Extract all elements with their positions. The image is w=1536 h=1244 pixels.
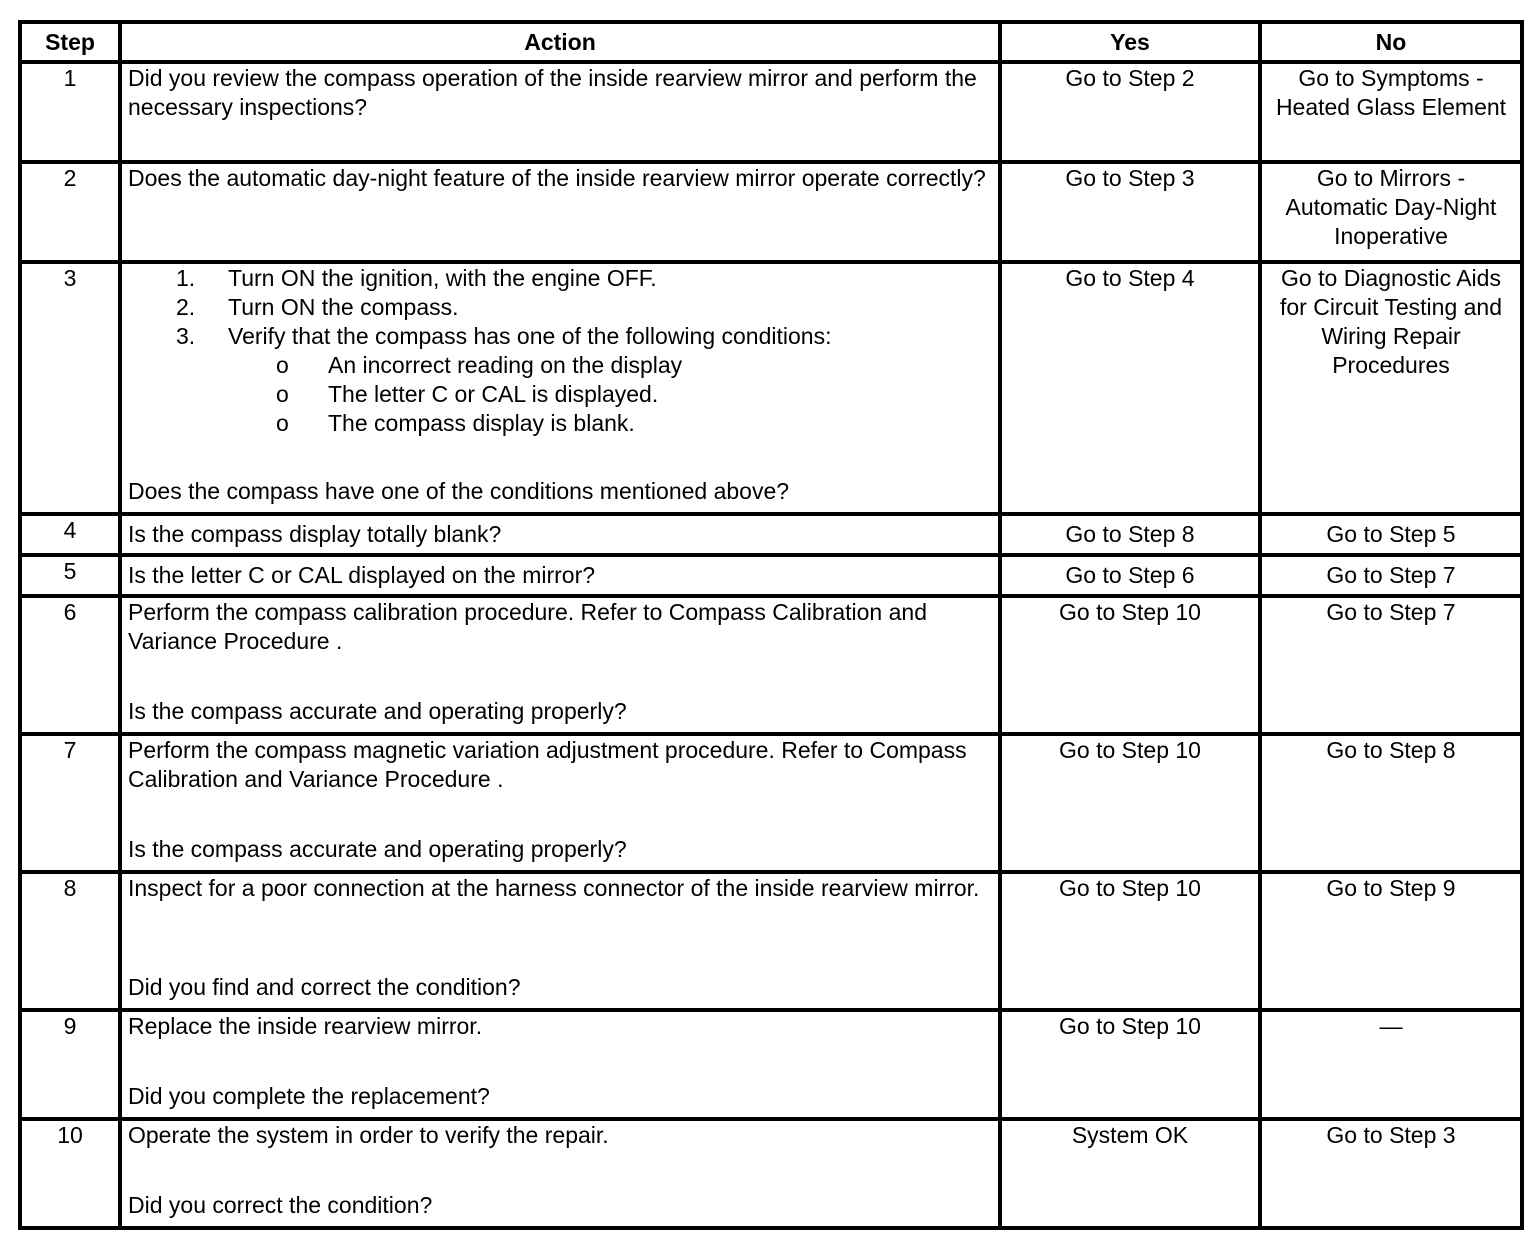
action-text: Is the letter C or CAL displayed on the mirror?: [128, 562, 596, 588]
yes-cell: Go to Step 4: [1000, 262, 1260, 514]
table-row: [20, 872, 1522, 1010]
action-text: Did you review the compass operation of the inside rearview mirror and perform the necessary inspections?: [128, 65, 977, 120]
yes-cell: Go to Step 8: [1000, 514, 1260, 555]
table-row: [20, 555, 1522, 596]
action-question: Is the compass accurate and operating properly?: [128, 836, 627, 862]
no-cell: Go to Mirrors - Automatic Day-Night Inoperative: [1260, 162, 1522, 262]
list-item: 1. Turn ON the ignition, with the engine OFF.: [176, 265, 657, 291]
action-cell: [120, 1010, 1000, 1119]
action-cell: [120, 162, 1000, 262]
table-row: [20, 162, 1522, 262]
action-text: Perform the compass calibration procedure. Refer to Compass Calibration and Variance Procedure .: [128, 599, 927, 654]
table-row: [20, 62, 1522, 162]
no-cell: Go to Step 7: [1260, 596, 1522, 734]
no-cell: Go to Symptoms - Heated Glass Element: [1260, 62, 1522, 162]
yes-cell: Go to Step 3: [1000, 162, 1260, 262]
header-yes: Yes: [1000, 22, 1260, 62]
table-row: [20, 1119, 1522, 1228]
action-question: Is the compass accurate and operating properly?: [128, 698, 627, 724]
no-cell: Go to Step 5: [1260, 514, 1522, 555]
no-cell: Go to Step 7: [1260, 555, 1522, 596]
diagnostic-table: [18, 20, 1524, 1230]
action-text: Does the automatic day-night feature of the inside rearview mirror operate correctly?: [128, 165, 986, 191]
action-text: Replace the inside rearview mirror.: [128, 1013, 483, 1039]
action-text: Operate the system in order to verify the repair.: [128, 1122, 609, 1148]
no-cell: Go to Step 8: [1260, 734, 1522, 872]
action-cell: [120, 1119, 1000, 1228]
list-item: 3. Verify that the compass has one of the following conditions:: [176, 323, 832, 349]
action-cell: [120, 62, 1000, 162]
no-cell: Go to Diagnostic Aids for Circuit Testing and Wiring Repair Procedures: [1260, 262, 1522, 514]
action-question: Did you correct the condition?: [128, 1192, 433, 1218]
step-number: 7: [20, 734, 120, 872]
step-number: 8: [20, 872, 120, 1010]
list-item: o The compass display is blank.: [276, 410, 635, 436]
yes-cell: Go to Step 10: [1000, 734, 1260, 872]
table-row: [20, 514, 1522, 555]
action-question: Does the compass have one of the conditions mentioned above?: [128, 478, 790, 504]
procedure-list: [128, 264, 992, 351]
step-number: 2: [20, 162, 120, 262]
no-cell: Go to Step 3: [1260, 1119, 1522, 1228]
header-action: Action: [120, 22, 1000, 62]
yes-cell: Go to Step 6: [1000, 555, 1260, 596]
action-cell: [120, 555, 1000, 596]
action-cell: [120, 262, 1000, 514]
yes-cell: Go to Step 10: [1000, 1010, 1260, 1119]
step-number: 10: [20, 1119, 120, 1228]
list-item: 2. Turn ON the compass.: [176, 294, 459, 320]
condition-list: [128, 351, 992, 438]
step-number: 6: [20, 596, 120, 734]
yes-cell: Go to Step 2: [1000, 62, 1260, 162]
action-cell: [120, 872, 1000, 1010]
table-row: [20, 734, 1522, 872]
list-item: o The letter C or CAL is displayed.: [276, 381, 659, 407]
action-text: Is the compass display totally blank?: [128, 521, 502, 547]
table-row: [20, 1010, 1522, 1119]
step-number: 9: [20, 1010, 120, 1119]
header-step: Step: [20, 22, 120, 62]
action-cell: [120, 596, 1000, 734]
action-text: Perform the compass magnetic variation adjustment procedure. Refer to Compass Calibration and Variance Procedure .: [128, 737, 967, 792]
header-row: [20, 22, 1522, 62]
action-question: Did you find and correct the condition?: [128, 974, 521, 1000]
action-cell: [120, 734, 1000, 872]
table-row: [20, 262, 1522, 514]
no-cell: Go to Step 9: [1260, 872, 1522, 1010]
header-no: No: [1260, 22, 1522, 62]
table-row: [20, 596, 1522, 734]
yes-cell: System OK: [1000, 1119, 1260, 1228]
step-number: 3: [20, 262, 120, 514]
no-cell: —: [1260, 1010, 1522, 1119]
step-number: 4: [20, 514, 120, 555]
step-number: 1: [20, 62, 120, 162]
action-cell: [120, 514, 1000, 555]
action-question: Did you complete the replacement?: [128, 1083, 490, 1109]
action-text: Inspect for a poor connection at the harness connector of the inside rearview mirror.: [128, 875, 980, 901]
step-number: 5: [20, 555, 120, 596]
list-item: o An incorrect reading on the display: [276, 352, 683, 378]
yes-cell: Go to Step 10: [1000, 596, 1260, 734]
yes-cell: Go to Step 10: [1000, 872, 1260, 1010]
